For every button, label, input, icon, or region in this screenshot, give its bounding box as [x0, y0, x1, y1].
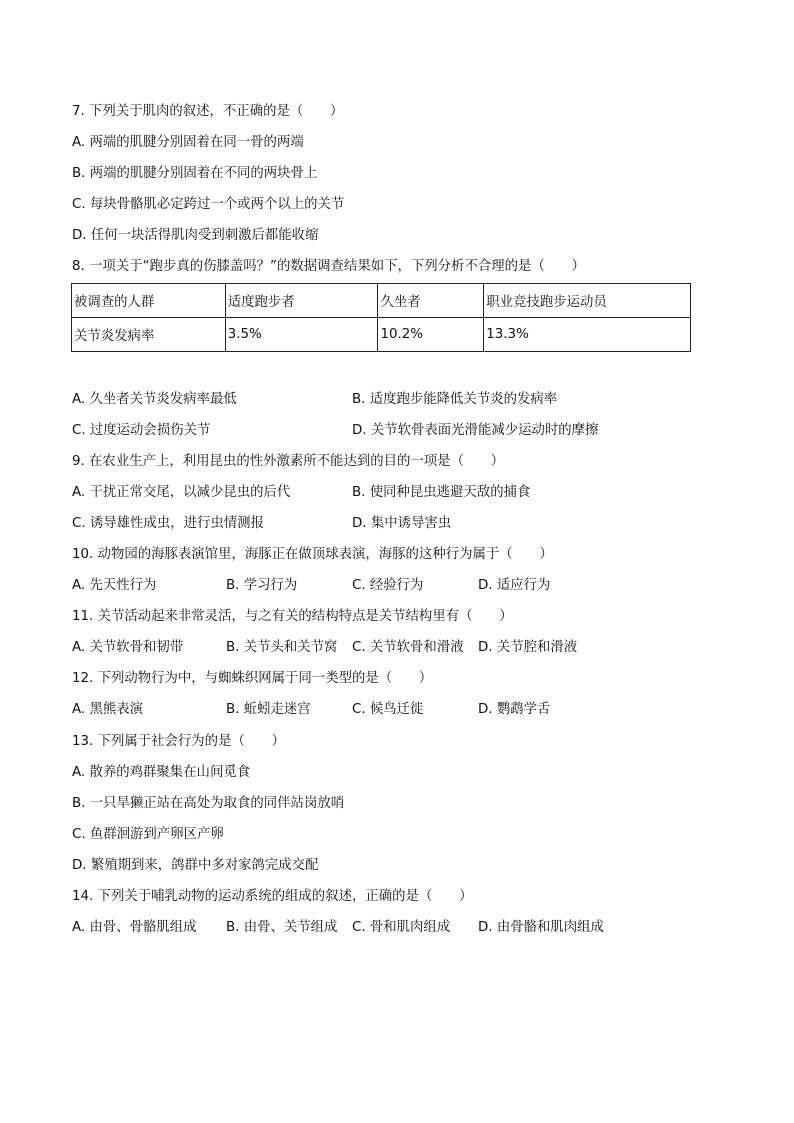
- q9-stem: 9. 在农业生产上，利用昆虫的性外激素所不能达到的目的一项是（ ）: [72, 454, 505, 469]
- q14-option-a: A. 由骨、骨骼肌组成: [72, 920, 197, 935]
- q9-option-a: A. 干扰正常交尾，以减少昆虫的后代: [72, 485, 291, 500]
- q7-option-b: B. 两端的肌腱分别固着在不同的两块骨上: [72, 166, 318, 181]
- table-cell: 13.3%: [484, 318, 691, 352]
- table-header-cell: 职业竞技跑步运动员: [484, 284, 691, 318]
- q8-option-c: C. 过度运动会损伤关节: [72, 423, 211, 438]
- q9-option-b: B. 使同种昆虫逃避天敌的捕食: [352, 485, 531, 500]
- q8-stem: 8. 一项关于“跑步真的伤膝盖吗？”的数据调查结果如下，下列分析不合理的是（ ）: [72, 259, 585, 274]
- q7-option-a: A. 两端的肌腱分别固着在同一骨的两端: [72, 135, 304, 150]
- q10-option-b: B. 学习行为: [226, 578, 298, 593]
- q13-option-d: D. 繁殖期到来，鸽群中多对家鸽完成交配: [72, 858, 319, 873]
- q11-option-b: B. 关节头和关节窝: [226, 640, 338, 655]
- q10-option-a: A. 先天性行为: [72, 578, 157, 593]
- q12-stem: 12. 下列动物行为中，与蜘蛛织网属于同一类型的是（ ）: [72, 671, 433, 686]
- table-cell: 3.5%: [225, 318, 378, 352]
- q11-option-a: A. 关节软骨和韧带: [72, 640, 184, 655]
- q10-option-d: D. 适应行为: [478, 578, 551, 593]
- q11-stem: 11. 关节活动起来非常灵活，与之有关的结构特点是关节结构里有（ ）: [72, 609, 513, 624]
- q8-option-d: D. 关节软骨表面光滑能减少运动时的摩擦: [352, 423, 599, 438]
- q12-option-d: D. 鹦鹉学舌: [478, 702, 551, 717]
- table-cell: 关节炎发病率: [72, 318, 226, 352]
- q7-stem: 7. 下列关于肌肉的叙述，不正确的是（ ）: [72, 104, 344, 119]
- q11-option-c: C. 关节软骨和滑液: [352, 640, 464, 655]
- table-row: [72, 318, 691, 352]
- q8-option-b: B. 适度跑步能降低关节炎的发病率: [352, 392, 558, 407]
- q13-option-a: A. 散养的鸡群聚集在山间觅食: [72, 765, 251, 780]
- q14-option-b: B. 由骨、关节组成: [226, 920, 338, 935]
- q9-option-d: D. 集中诱导害虫: [352, 516, 452, 531]
- table-header-cell: 适度跑步者: [225, 284, 378, 318]
- table-header-cell: 久坐者: [378, 284, 484, 318]
- table-header-cell: 被调查的人群: [72, 284, 226, 318]
- q12-option-b: B. 蚯蚓走迷宫: [226, 702, 311, 717]
- q7-option-d: D. 任何一块活得肌肉受到刺激后都能收缩: [72, 228, 319, 243]
- q12-option-c: C. 候鸟迁徙: [352, 702, 424, 717]
- q14-option-d: D. 由骨骼和肌肉组成: [478, 920, 604, 935]
- table-cell: 10.2%: [378, 318, 484, 352]
- q7-option-c: C. 每块骨骼肌必定跨过一个或两个以上的关节: [72, 197, 345, 212]
- q10-stem: 10. 动物园的海豚表演馆里，海豚正在做顶球表演，海豚的这种行为属于（ ）: [72, 547, 553, 562]
- q11-option-d: D. 关节腔和滑液: [478, 640, 578, 655]
- table-header-row: [72, 284, 691, 318]
- q12-option-a: A. 黑熊表演: [72, 702, 143, 717]
- q13-option-c: C. 鱼群洄游到产卵区产卵: [72, 827, 224, 842]
- q8-survey-table: [71, 283, 691, 352]
- q8-option-a: A. 久坐者关节炎发病率最低: [72, 392, 237, 407]
- q13-option-b: B. 一只旱獭正站在高处为取食的同伴站岗放哨: [72, 796, 345, 811]
- q9-option-c: C. 诱导雄性成虫，进行虫情测报: [72, 516, 264, 531]
- q14-stem: 14. 下列关于哺乳动物的运动系统的组成的叙述，正确的是（ ）: [72, 889, 473, 904]
- q14-option-c: C. 骨和肌肉组成: [352, 920, 451, 935]
- q13-stem: 13. 下列属于社会行为的是（ ）: [72, 734, 286, 749]
- q10-option-c: C. 经验行为: [352, 578, 424, 593]
